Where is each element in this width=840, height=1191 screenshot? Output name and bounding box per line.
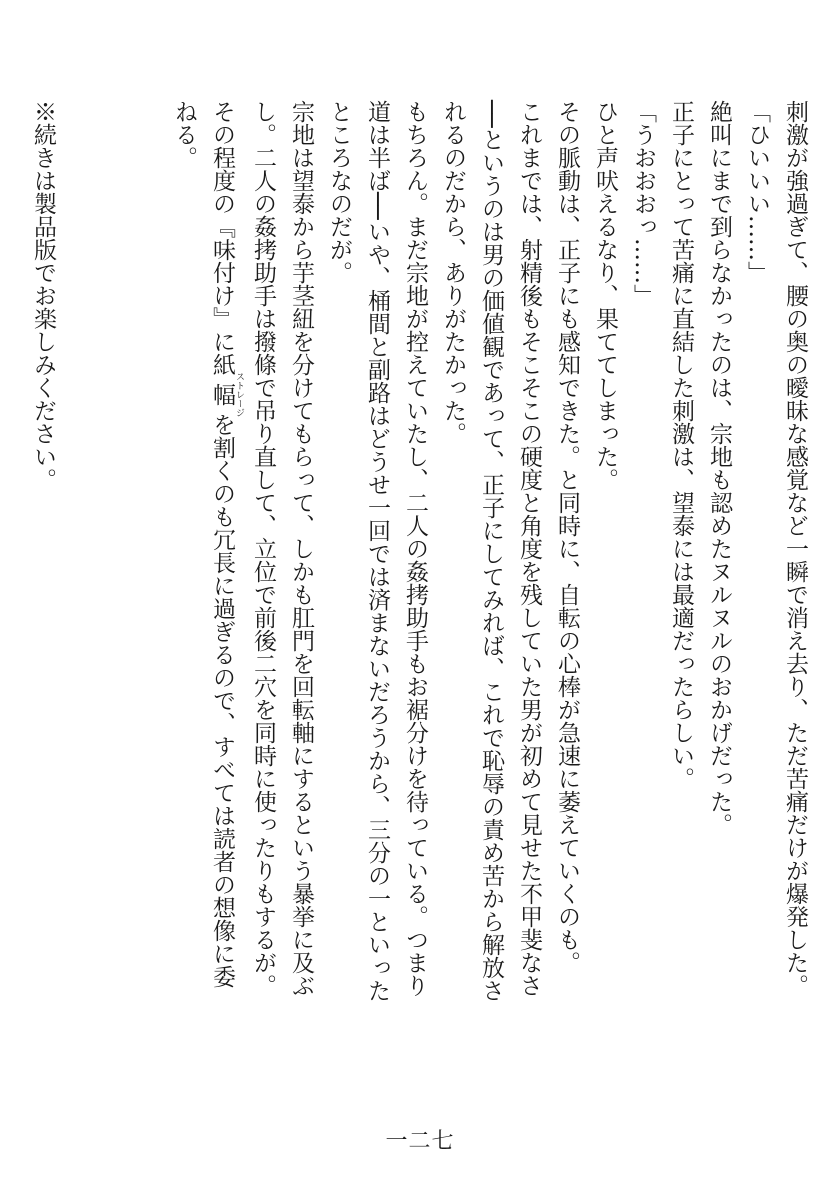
paragraph: 刺激が強過ぎて、腰の奥の曖昧な感覚など一瞬で消え去り、ただ苦痛だけが爆発した。 — [782, 100, 808, 997]
paragraph: 絶叫にまで到らなかったのは、宗地も認めたヌルヌルのおかげだった。 — [706, 100, 732, 836]
paragraph: ねる。 — [171, 100, 197, 169]
paragraph: 宗地は望泰から芋茎紐を分けてもらって、しかも肛門を回転軸にするという暴挙に及ぶ — [288, 100, 314, 997]
body-text — [165, 100, 814, 1000]
paragraph: その脈動は、正子にも感知できた。と同時に、自転の心棒が急速に萎えていくのも。 — [554, 100, 580, 974]
paragraph: 「うおおおっ……」 — [630, 100, 656, 307]
ruby-text: ストレージ — [234, 372, 244, 417]
paragraph-with-ruby — [203, 100, 244, 1000]
ruby-annotation — [209, 372, 244, 417]
paragraph: ひと声吠えるなり、果ててしまった。 — [592, 100, 618, 491]
ruby-base: 幅 — [209, 372, 235, 417]
paragraph: ところなのだが。 — [326, 100, 352, 284]
paragraph-text-before-ruby: その程度の『味付け』に紙 — [209, 100, 235, 376]
continuation-notice: ※続きは製品版でお楽しみください。 — [30, 100, 56, 491]
paragraph: し。二人の姦拷助手は撥條で吊り直して、立位で前後二穴を同時に使ったりもするが。 — [250, 100, 276, 997]
paragraph: 道は半ば──いや、桶間と副路はどうせ一回では済まないだろうから、三分の一といった — [364, 100, 390, 1002]
paragraph: ──というのは男の価値観であって、正子にしてみれば、これで恥辱の責め苦から解放さ — [478, 100, 504, 1002]
paragraph: 「ひいいい……」 — [744, 100, 770, 284]
paragraph: れるのだから、ありがたかった。 — [440, 100, 466, 445]
paragraph-text-after-ruby: を割くのも冗長に過ぎるので、すべては読者の想像に委 — [209, 413, 235, 988]
paragraph: もちろん。まだ宗地が控えていたし、二人の姦拷助手もお裾分けを待っている。つまり — [402, 100, 428, 997]
paragraph: 正子にとって苦痛に直結した刺激は、望泰には最適だったらしい。 — [668, 100, 694, 790]
page-number: 一二七 — [385, 1129, 455, 1154]
paragraph: これまでは、射精後もそこそこの硬度と角度を残していた男が初めて見せた不甲斐なさ — [516, 100, 542, 997]
